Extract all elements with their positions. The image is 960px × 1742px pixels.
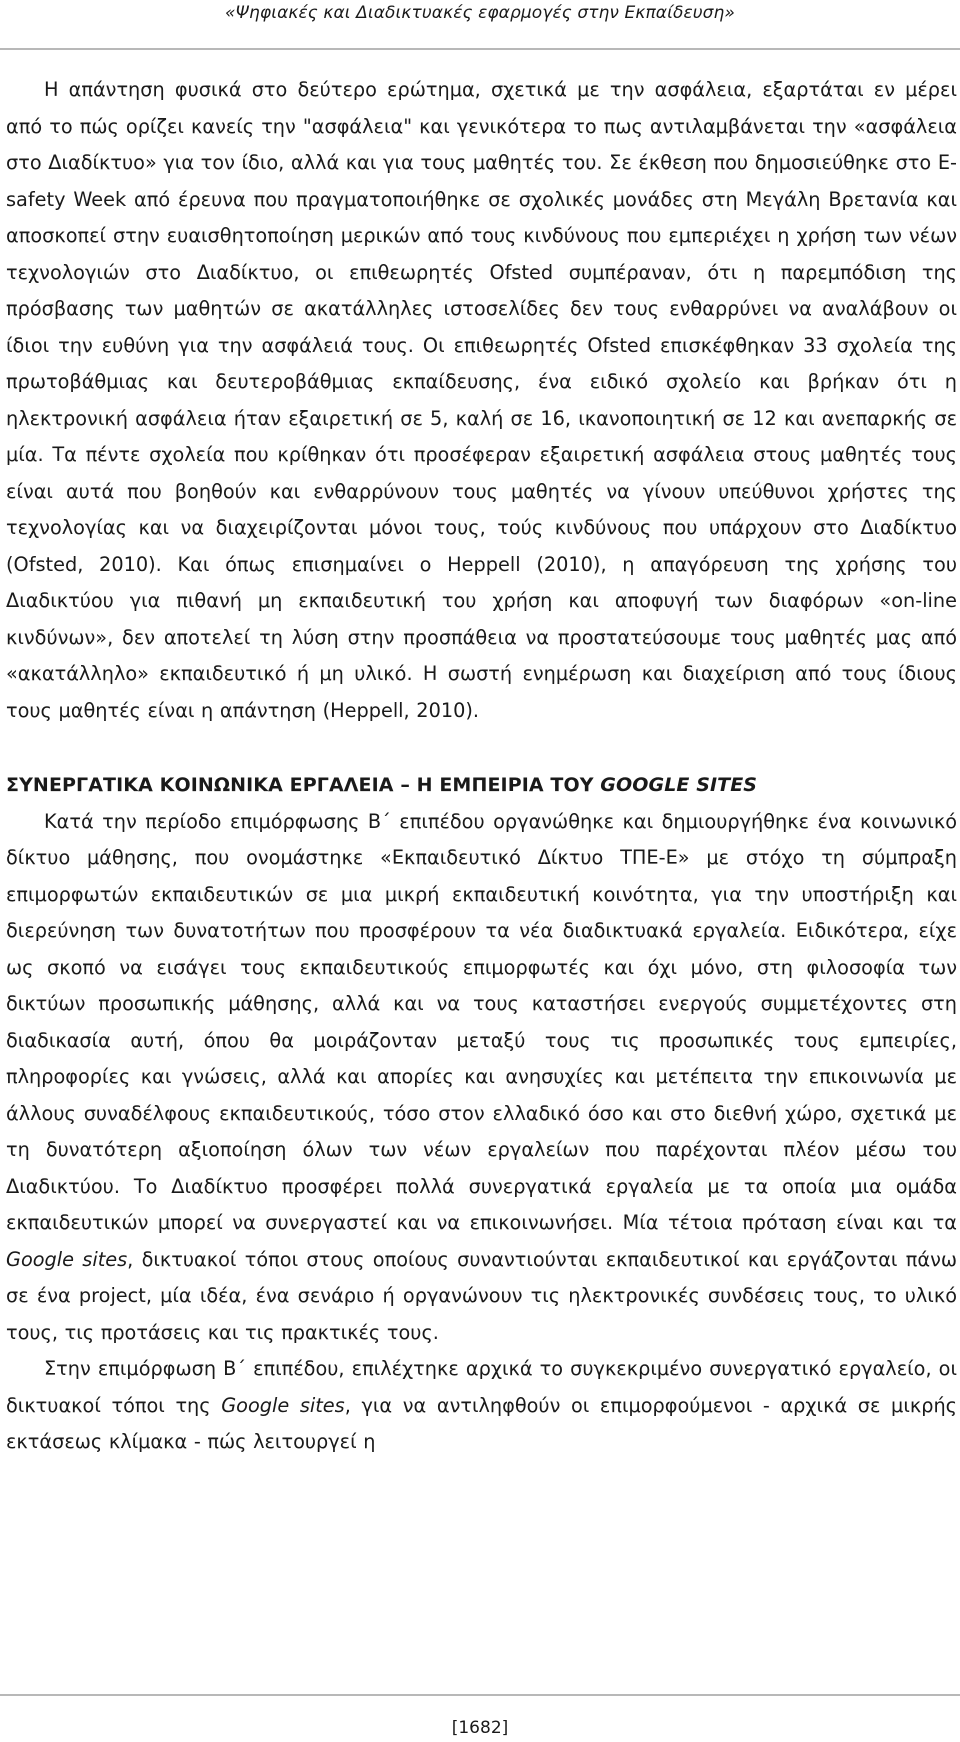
section-heading: [6, 767, 957, 804]
header-divider: [0, 48, 960, 50]
paragraph3-text-b: , για να αντιληφθούν οι επιμορφούμενοι - αρχικά σε μικρής εκτάσεως κλίμακα - πώς λειτουργεί η: [6, 1393, 957, 1453]
page-number: [1682]: [451, 1718, 509, 1738]
paragraph3-italic-term: Google sites: [221, 1393, 345, 1417]
section-heading-text: ΣΥΝΕΡΓΑΤΙΚΑ ΚΟΙΝΩΝΙΚΑ ΕΡΓΑΛΕΙΑ – Η ΕΜΠΕΙΡΙΑ ΤΟΥ: [6, 774, 601, 796]
footer-divider: [0, 1694, 960, 1696]
section-heading-italic: GOOGLE SITES: [600, 774, 758, 796]
paragraph-learning-network: [6, 804, 957, 1352]
page-body: [6, 72, 957, 1461]
paragraph2-italic-term: Google sites: [6, 1247, 128, 1271]
paragraph2-text-b: , δικτυακοί τόποι στους οποίους συναντιούνται εκπαιδευτικοί και εργάζονται πάνω σε ένα project, μία ιδέα, ένα σενάριο ή οργανώνουν τις ηλεκτρονικές συνδέσεις τους, το υλικό τους, τις προτάσεις και τις πρακτικές τους.: [6, 1247, 957, 1344]
paragraph2-text-a: Κατά την περίοδο επιμόρφωσης Β΄ επιπέδου οργανώθηκε και δημιουργήθηκε ένα κοινωνικό δίκτυο μάθησης, που ονομάστηκε «Εκπαιδευτικό Δίκτυο ΤΠΕ-Ε» με στόχο τη σύμπραξη επιμορφωτών εκπαιδευτικών σε μια μικρή εκπαιδευτική κοινότητα, για την υποστήριξη και διερεύνηση των δυνατοτήτων που προσφέρουν τα νέα διαδικτυακά εργαλεία. Ειδικότερα, είχε ως σκοπό να εισάγει τους εκπαιδευτικούς επιμορφωτές και όχι μόνο, στη φιλοσοφία των δικτύων προσωπικής μάθησης, αλλά και να τους καταστήσει ενεργούς συμμετέχοντες στη διαδικασία αυτή, όπου θα μοιράζονταν μεταξύ τους τις προσωπικές τους εμπειρίες, πληροφορίες και γνώσεις, αλλά και απορίες και ανησυχίες και μετέπειτα την επικοινωνία με άλλους συναδέλφους εκπαιδευτικούς, τόσο στον ελλαδικό όσο και στο διεθνή χώρο, σχετικά με τη δυνατότερη αξιοποίηση όλων των νέων εργαλείων που παρέχονται πλέον μέσω του Διαδικτύου. Το Διαδίκτυο προσφέρει πολλά συνεργατικά εργαλεία με τα οποία μια ομάδα εκπαιδευτικών μπορεί να συνεργαστεί και να επικοινωνήσει. Μία τέτοια πρόταση είναι και τα: [6, 809, 957, 1234]
running-header: «Ψηφιακές και Διαδικτυακές εφαρμογές στην Εκπαίδευση»: [224, 3, 736, 23]
paragraph-internet-safety: Η απάντηση φυσικά στο δεύτερο ερώτημα, σχετικά με την ασφάλεια, εξαρτάται εν μέρει από το πώς ορίζει κανείς την "ασφάλεια" και γενικότερα το πως αντιλαμβάνεται την «ασφάλεια στο Διαδίκτυο» για τον ίδιο, αλλά και για τους μαθητές του. Σε έκθεση που δημοσιεύθηκε στο E-safety Week από έρευνα που πραγματοποιήθηκε σε σχολικές μονάδες στη Μεγάλη Βρετανία και αποσκοπεί στην ευαισθητοποίηση μερικών από τους κινδύνους που εμπεριέχει η χρήση των νέων τεχνολογιών στο Διαδίκτυο, οι επιθεωρητές Ofsted συμπέραναν, ότι η παρεμπόδιση της πρόσβασης των μαθητών σε ακατάλληλες ιστοσελίδες δεν τους ενθαρρύνει να αναλάβουν οι ίδιοι την ευθύνη για την ασφάλειά τους. Οι επιθεωρητές Ofsted επισκέφθηκαν 33 σχολεία της πρωτοβάθμιας και δευτεροβάθμιας εκπαίδευσης, ένα ειδικό σχολείο και βρήκαν ότι η ηλεκτρονική ασφάλεια ήταν εξαιρετική σε 5, καλή σε 16, ικανοποιητική σε 12 και ανεπαρκής σε μία. Τα πέντε σχολεία που κρίθηκαν ότι προσέφεραν εξαιρετική ασφάλεια στους μαθητές τους είναι αυτά που βοηθούν και ενθαρρύνουν τους μαθητές να γίνουν υπεύθυνοι χρήστες της τεχνολογίας και να διαχειρίζονται μόνοι τους, τούς κινδύνους που υπάρχουν στο Διαδίκτυο (Ofsted, 2010). Και όπως επισημαίνει ο Heppell (2010), η απαγόρευση της χρήσης του Διαδικτύου για πιθανή μη εκπαιδευτική του χρήση και αποφυγή των διαφόρων «on-line κινδύνων», δεν αποτελεί τη λύση στην προσπάθεια να προστατεύσουμε τους μαθητές μας από «ακατάλληλο» εκπαιδευτικό ή μη υλικό. Η σωστή ενημέρωση και διαχείριση από τους ίδιους τους μαθητές είναι η απάντηση (Heppell, 2010).: [6, 78, 957, 722]
paragraph-training-level-b: [6, 1351, 957, 1461]
paragraph3-text-a: Στην επιμόρφωση Β΄ επιπέδου, επιλέχτηκε αρχικά το συγκεκριμένο συνεργατικό εργαλείο, οι δικτυακοί τόποι της: [6, 1357, 957, 1417]
